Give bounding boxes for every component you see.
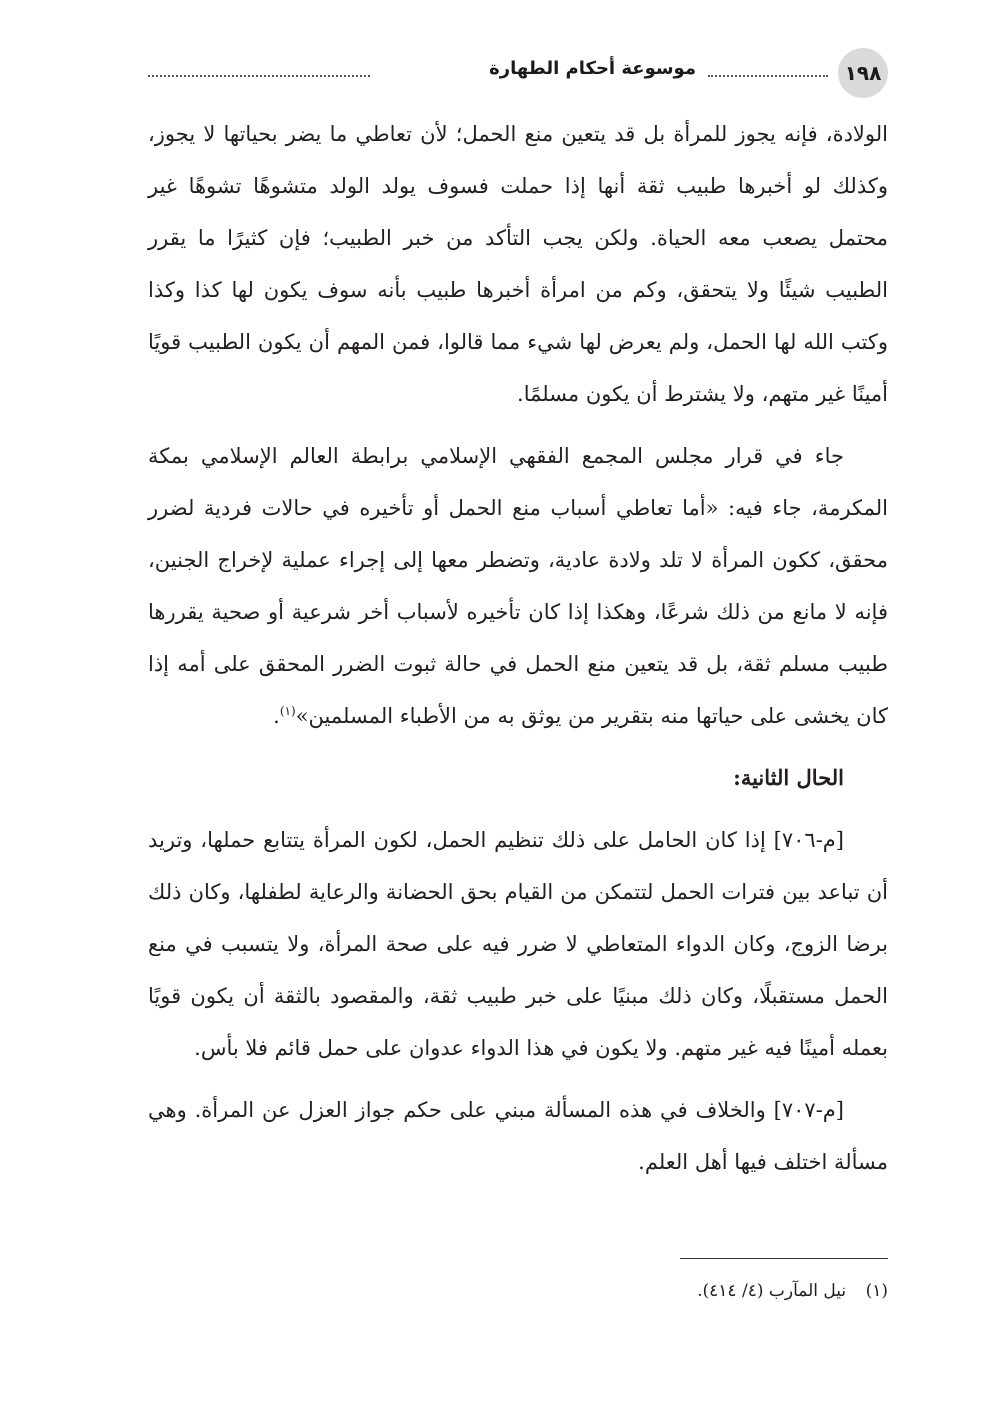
footnote-text: نيل المآرب (٤/ ٤١٤). bbox=[697, 1281, 847, 1301]
footnote-reference[interactable]: (١) bbox=[279, 704, 296, 718]
book-title: موسوعة أحكام الطهارة bbox=[489, 58, 696, 79]
paragraph-2-end: . bbox=[273, 704, 280, 728]
footnote-number: (١) bbox=[865, 1281, 888, 1301]
footnote bbox=[148, 1276, 888, 1306]
paragraph-1: الولادة، فإنه يجوز للمرأة بل قد يتعين منع الحمل؛ لأن تعاطي ما يضر بحياتها لا يجوز، وكذلك لو أخبرها طبيب ثقة أنها إذا حملت فسوف يولد الولد متشوهًا تشوهًا غير محتمل يصعب معه الحياة. ولكن يجب التأكد من خبر الطبيب؛ فإن كثيرًا ما يقرر الطبيب شيئًا ولا يتحقق، وكم من امرأة أخبرها طبيب بأنه سوف يكون لها كذا وكذا وكتب الله لها الحمل، ولم يعرض لها شيء مما قالوا، فمن المهم أن يكون الطبيب قويًا أمينًا غير متهم، ولا يشترط أن يكون مسلمًا. bbox=[148, 122, 888, 406]
footnote-separator bbox=[680, 1258, 888, 1259]
paragraph-2 bbox=[148, 430, 888, 742]
main-text bbox=[148, 108, 888, 1198]
page-number: ١٩٨ bbox=[838, 48, 888, 98]
page-header bbox=[148, 48, 888, 96]
section-heading: الحال الثانية: bbox=[733, 765, 844, 790]
paragraph-2-text: جاء في قرار مجلس المجمع الفقهي الإسلامي برابطة العالم الإسلامي بمكة المكرمة، جاء فيه: «أما تعاطي أسباب منع الحمل أو تأخيره في حالات فردية لضرر محقق، ككون المرأة لا تلد ولادة عادية، وتضطر معها إلى إجراء عملية لإخراج الجنين، فإنه لا مانع من ذلك شرعًا، وهكذا إذا كان تأخيره لأسباب أخر شرعية أو صحية يقررها طبيب مسلم ثقة، بل قد يتعين منع الحمل في حالة ثبوت الضرر المحقق على أمه إذا كان يخشى على حياتها منه بتقرير من يوثق به من الأطباء المسلمين» bbox=[148, 444, 888, 728]
header-dotted-rule-right bbox=[708, 75, 828, 77]
paragraph-3: [م-٧٠٦] إذا كان الحامل على ذلك تنظيم الحمل، لكون المرأة يتتابع حملها، وتريد أن تباعد بين فترات الحمل لتتمكن من القيام بحق الحضانة والرعاية لطفلها، وكان ذلك برضا الزوج، وكان الدواء المتعاطي لا ضرر فيه على صحة المرأة، ولا يتسبب في منع الحمل مستقبلًا، وكان ذلك مبنيًا على خبر طبيب ثقة، والمقصود بالثقة أن يكون قويًا بعمله أمينًا فيه غير متهم. ولا يكون في هذا الدواء عدوان على حمل قائم فلا بأس. bbox=[148, 828, 888, 1060]
paragraph-4: [م-٧٠٧] والخلاف في هذه المسألة مبني على حكم جواز العزل عن المرأة. وهي مسألة اختلف فيها أهل العلم. bbox=[148, 1098, 888, 1174]
header-dotted-rule-left bbox=[148, 75, 370, 77]
